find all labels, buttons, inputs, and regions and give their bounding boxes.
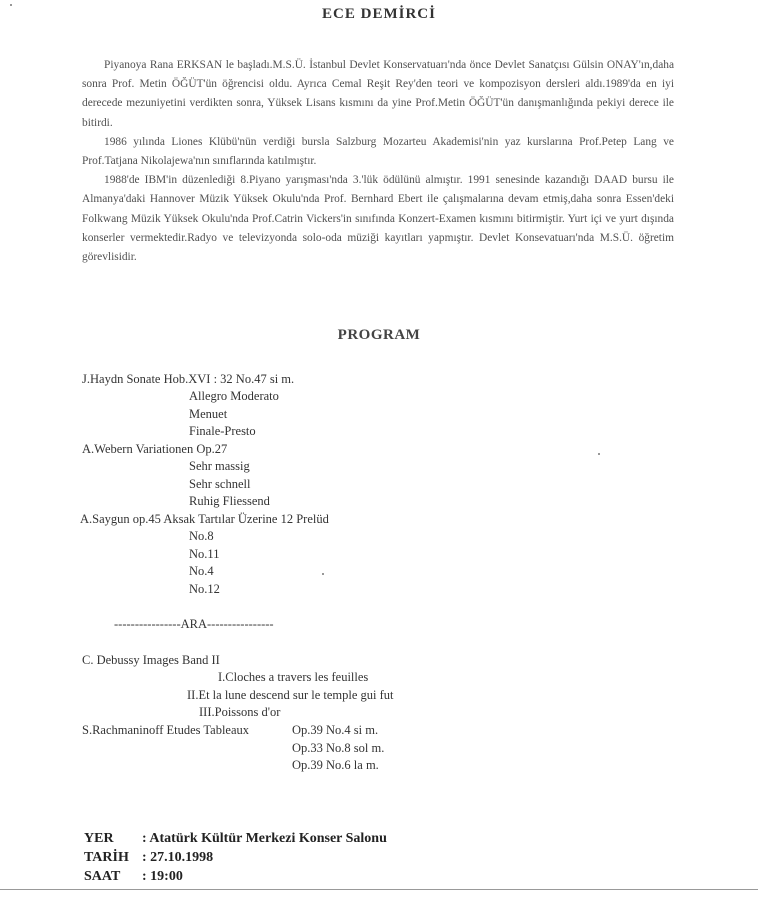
performer-name-title: ECE DEMİRCİ	[322, 6, 436, 22]
venue-row	[84, 829, 387, 848]
date-value: : 27.10.1998	[142, 850, 214, 865]
haydn-movement-3: Finale-Presto	[189, 424, 256, 438]
biography-paragraph-1: Piyanoya Rana ERKSAN le başladı.M.S.Ü. İstanbul Devlet Konservatuarı'nda önce Devlet Sanatçısı Gülsin ONAY'ın,daha sonra Prof. Metin ÖĞÜT'ün öğrencisi oldu. Ayrıca Cemal Reşit Rey'den teori ve kompozisyon dersleri aldı.1989'da en iyi derecede mezuniyetini verdikten sonra, Yüksek Lisans kısmını da yine Prof.Metin ÖĞÜT'ün danışmanlığında pekiyi derece ile bitirdi.	[82, 59, 674, 129]
venue-label: YER	[84, 831, 114, 846]
saygun-work: A.Saygun op.45 Aksak Tartılar Üzerine 12 Prelüd	[80, 512, 329, 526]
saygun-prelude-1: No.8	[189, 529, 214, 543]
haydn-movement-2: Menuet	[189, 407, 228, 421]
haydn-work: J.Haydn Sonate Hob.XVI : 32 No.47 si m.	[82, 372, 295, 386]
scan-speck	[322, 573, 324, 575]
bottom-edge-line	[0, 889, 758, 890]
saygun-prelude-3: No.4	[189, 564, 214, 578]
time-label: SAAT	[84, 869, 121, 884]
debussy-movement-3: III.Poissons d'or	[199, 705, 281, 719]
webern-movement-1: Sehr massig	[189, 459, 250, 473]
scan-speck	[598, 453, 600, 455]
date-label: TARİH	[84, 850, 129, 865]
date-row	[84, 848, 387, 867]
time-row	[84, 867, 387, 886]
venue-value: : Atatürk Kültür Merkezi Konser Salonu	[142, 831, 387, 846]
webern-movement-3: Ruhig Fliessend	[189, 494, 270, 508]
saygun-prelude-2: No.11	[189, 547, 220, 561]
concert-details	[84, 829, 387, 886]
rachmaninoff-etude-2: Op.33 No.8 sol m.	[292, 741, 385, 755]
webern-movement-2: Sehr schnell	[189, 477, 251, 491]
rachmaninoff-work: S.Rachmaninoff Etudes Tableaux	[82, 723, 250, 737]
biography-paragraph-2: 1986 yılında Liones Klübü'nün verdiği bursla Salzburg Mozarteu Akademisi'nin yaz kurslarına Prof.Petep Lang ve Prof.Tatjana Nikolajewa'nın sınıflarında katılmıştır.	[82, 135, 674, 168]
scan-speck	[10, 4, 12, 6]
biography	[82, 56, 674, 267]
rachmaninoff-etude-3: Op.39 No.6 la m.	[292, 758, 379, 772]
webern-work: A.Webern Variationen Op.27	[82, 442, 228, 456]
debussy-movement-2: II.Et la lune descend sur le temple gui fut	[187, 688, 394, 702]
debussy-work: C. Debussy Images Band II	[82, 653, 220, 667]
time-value: : 19:00	[142, 869, 183, 884]
saygun-prelude-4: No.12	[189, 582, 220, 596]
haydn-movement-1: Allegro Moderato	[189, 389, 279, 403]
rachmaninoff-etude-1: Op.39 No.4 si m.	[292, 723, 379, 737]
debussy-movement-1: I.Cloches a travers les feuilles	[218, 670, 369, 684]
program-heading: PROGRAM	[337, 327, 421, 343]
biography-paragraph-3: 1988'de IBM'in düzenlediği 8.Piyano yarışması'nda 3.'lük ödülünü almıştır. 1991 senesinde kazandığı DAAD bursu ile Almanya'daki Hannover Müzik Yüksek Okulu'nda Prof. Bernhard Ebert ile çalışmalarına devam etmiş,daha sonra Essen'deki Folkwang Müzik Yüksek Okulu'nda Prof.Catrin Vickers'in sınıfında Konzert-Examen kısmını bitirmiştir. Yurt içi ve yurt dışında konserler vermektedir.Radyo ve televizyonda solo-oda müziği kayıtları yapmıştır. Devlet Konsevatuarı'nda M.S.Ü. öğretim görevlisidir.	[82, 174, 674, 264]
intermission: ----------------ARA----------------	[114, 617, 274, 631]
